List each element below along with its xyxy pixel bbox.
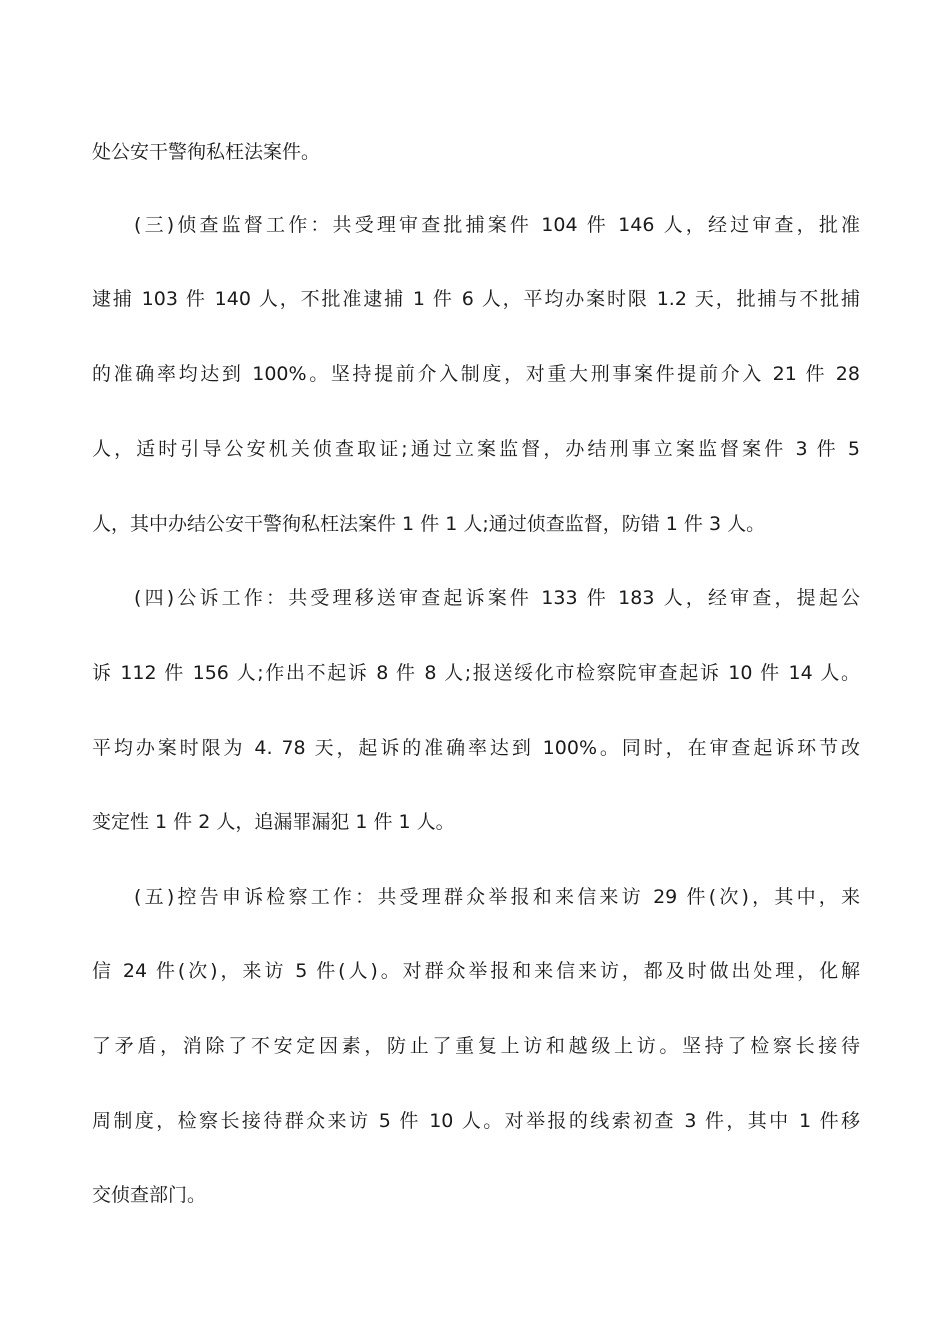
text-line: 平均办案时限为 4. 78 天，起诉的准确率达到 100%。同时，在审查起诉环节改: [92, 737, 860, 759]
text-line: 了矛盾，消除了不安定因素，防止了重复上访和越级上访。坚持了检察长接待: [92, 1035, 860, 1057]
text-line: 处公安干警徇私枉法案件。: [92, 141, 321, 163]
text-line: 人，适时引导公安机关侦查取证;通过立案监督，办结刑事立案监督案件 3 件 5: [92, 438, 860, 460]
text-line: 周制度，检察长接待群众来访 5 件 10 人。对举报的线索初查 3 件，其中 1 件移: [92, 1110, 860, 1132]
text-line: 变定性 1 件 2 人，追漏罪漏犯 1 件 1 人。: [92, 811, 455, 833]
text-line: 人，其中办结公安干警徇私枉法案件 1 件 1 人;通过侦查监督，防错 1 件 3 人。: [92, 513, 766, 535]
text-line: (五)控告申诉检察工作：共受理群众举报和来信来访 29 件(次)，其中，来: [134, 886, 860, 908]
text-line: (四)公诉工作：共受理移送审查起诉案件 133 件 183 人，经审查，提起公: [134, 587, 860, 609]
text-line: 的准确率均达到 100%。坚持提前介入制度，对重大刑事案件提前介入 21 件 28: [92, 363, 860, 385]
text-line: 逮捕 103 件 140 人，不批准逮捕 1 件 6 人，平均办案时限 1.2 天，批捕与不批捕: [92, 288, 860, 310]
text-line: 交侦查部门。: [92, 1184, 207, 1206]
text-line: 诉 112 件 156 人;作出不起诉 8 件 8 人;报送绥化市检察院审查起诉 10 件 14 人。: [92, 662, 860, 684]
text-line: 信 24 件(次)，来访 5 件(人)。对群众举报和来信来访，都及时做出处理，化解: [92, 960, 860, 982]
text-line: (三)侦查监督工作：共受理审查批捕案件 104 件 146 人，经过审查，批准: [134, 214, 860, 236]
